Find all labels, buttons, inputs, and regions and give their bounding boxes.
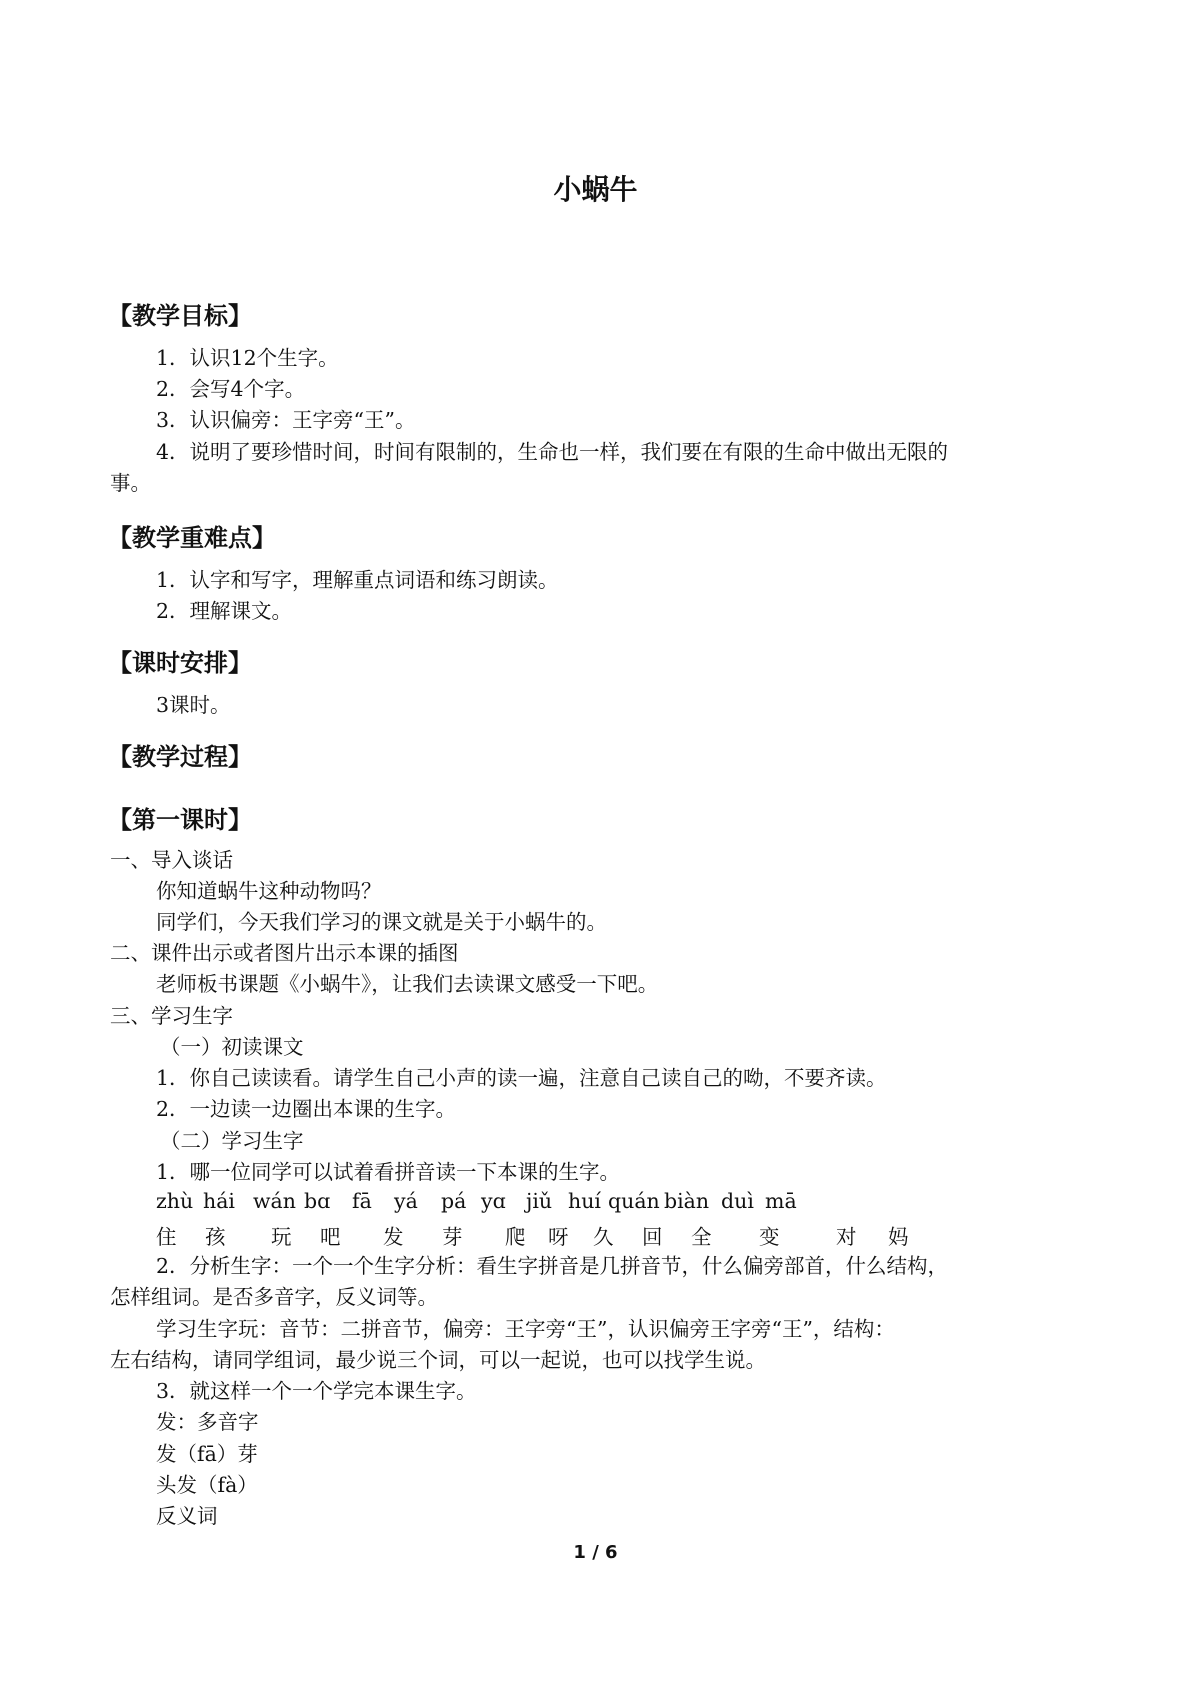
pinyin-syllable: fā bbox=[352, 1189, 372, 1213]
lesson-line: 发（fā）芽 bbox=[156, 1442, 258, 1466]
goal-line: 4．说明了要珍惜时间，时间有限制的，生命也一样，我们要在有限的生命中做出无限的 bbox=[156, 440, 949, 464]
chinese-character: 孩 bbox=[205, 1225, 226, 1249]
pinyin-syllable: huí bbox=[568, 1189, 601, 1213]
chinese-character: 久 bbox=[593, 1225, 614, 1249]
heading-focus: 【教学重难点】 bbox=[108, 524, 276, 552]
lesson-line: 学习生字玩：音节：二拼音节，偏旁：王字旁“王”，认识偏旁王字旁“王”，结构： bbox=[156, 1317, 895, 1341]
lesson-line: （一）初读课文 bbox=[160, 1035, 304, 1059]
lesson-line: 一、导入谈话 bbox=[110, 848, 233, 872]
focus-line: 1．认字和写字，理解重点词语和练习朗读。 bbox=[156, 568, 559, 592]
heading-process: 【教学过程】 bbox=[108, 743, 252, 771]
pinyin-syllable: mā bbox=[765, 1189, 797, 1213]
lesson-line: 2．一边读一边圈出本课的生字。 bbox=[156, 1097, 457, 1121]
pinyin-syllable: yá bbox=[394, 1189, 418, 1213]
lesson-line: 3．就这样一个一个学完本课生字。 bbox=[156, 1379, 477, 1403]
chinese-character: 芽 bbox=[442, 1225, 463, 1249]
lesson-line: 怎样组词。是否多音字，反义词等。 bbox=[110, 1285, 438, 1309]
page-number: 1 / 6 bbox=[573, 1542, 618, 1563]
pinyin-syllable: zhù bbox=[156, 1189, 194, 1213]
lesson-line: 你知道蜗牛这种动物吗？ bbox=[156, 879, 382, 903]
pinyin-syllable: wán bbox=[253, 1189, 296, 1213]
lesson-line: （二）学习生字 bbox=[160, 1129, 304, 1153]
lesson-line: 1．你自己读读看。请学生自己小声的读一遍，注意自己读自己的呦，不要齐读。 bbox=[156, 1066, 887, 1090]
lesson-line: 三、学习生字 bbox=[110, 1004, 233, 1028]
chinese-character: 爬 bbox=[505, 1225, 526, 1249]
lesson-line: 反义词 bbox=[156, 1504, 218, 1528]
goal-line: 事。 bbox=[110, 471, 151, 495]
pinyin-syllable: yɑ bbox=[481, 1189, 506, 1213]
pinyin-syllable: hái bbox=[203, 1189, 235, 1213]
pinyin-syllable: biàn bbox=[664, 1189, 710, 1213]
lesson-line: 同学们，今天我们学习的课文就是关于小蜗牛的。 bbox=[156, 910, 607, 934]
chinese-character: 变 bbox=[759, 1225, 780, 1249]
pinyin-syllable: duì bbox=[721, 1189, 754, 1213]
pinyin-syllable: pá bbox=[441, 1189, 467, 1213]
heading-goals: 【教学目标】 bbox=[108, 302, 252, 330]
schedule-line: 3课时。 bbox=[156, 693, 231, 717]
chinese-character: 回 bbox=[642, 1225, 663, 1249]
chinese-character: 玩 bbox=[271, 1225, 292, 1249]
chinese-character: 妈 bbox=[888, 1225, 909, 1249]
pinyin-syllable: bɑ bbox=[304, 1189, 331, 1213]
lesson-line: 发：多音字 bbox=[156, 1410, 259, 1434]
chinese-character: 住 bbox=[156, 1225, 177, 1249]
lesson-line: 左右结构，请同学组词，最少说三个词，可以一起说，也可以找学生说。 bbox=[110, 1348, 766, 1372]
pinyin-syllable: jiǔ bbox=[526, 1189, 553, 1213]
heading-lesson1: 【第一课时】 bbox=[108, 806, 252, 834]
heading-schedule: 【课时安排】 bbox=[108, 649, 252, 677]
lesson-line: 2．分析生字：一个一个生字分析：看生字拼音是几拼音节，什么偏旁部首，什么结构， bbox=[156, 1254, 949, 1278]
chinese-character: 对 bbox=[836, 1225, 857, 1249]
chinese-character: 呀 bbox=[548, 1225, 569, 1249]
lesson-line: 头发（fà） bbox=[156, 1473, 258, 1497]
character-row bbox=[156, 1220, 909, 1249]
pinyin-row bbox=[156, 1189, 856, 1217]
lesson-line: 二、课件出示或者图片出示本课的插图 bbox=[110, 941, 459, 965]
goal-line: 1．认识12个生字。 bbox=[156, 346, 339, 370]
goal-line: 3．认识偏旁：王字旁“王”。 bbox=[156, 408, 416, 432]
lesson-line: 1．哪一位同学可以试着看拼音读一下本课的生字。 bbox=[156, 1160, 621, 1184]
pinyin-syllable: quán bbox=[608, 1189, 660, 1213]
focus-line: 2．理解课文。 bbox=[156, 599, 293, 623]
lesson-line: 老师板书课题《小蜗牛》，让我们去读课文感受一下吧。 bbox=[156, 972, 659, 996]
chinese-character: 吧 bbox=[320, 1225, 341, 1249]
chinese-character: 发 bbox=[383, 1225, 404, 1249]
page-title: 小蜗牛 bbox=[553, 173, 638, 206]
goal-line: 2．会写4个字。 bbox=[156, 377, 306, 401]
chinese-character: 全 bbox=[691, 1225, 712, 1249]
